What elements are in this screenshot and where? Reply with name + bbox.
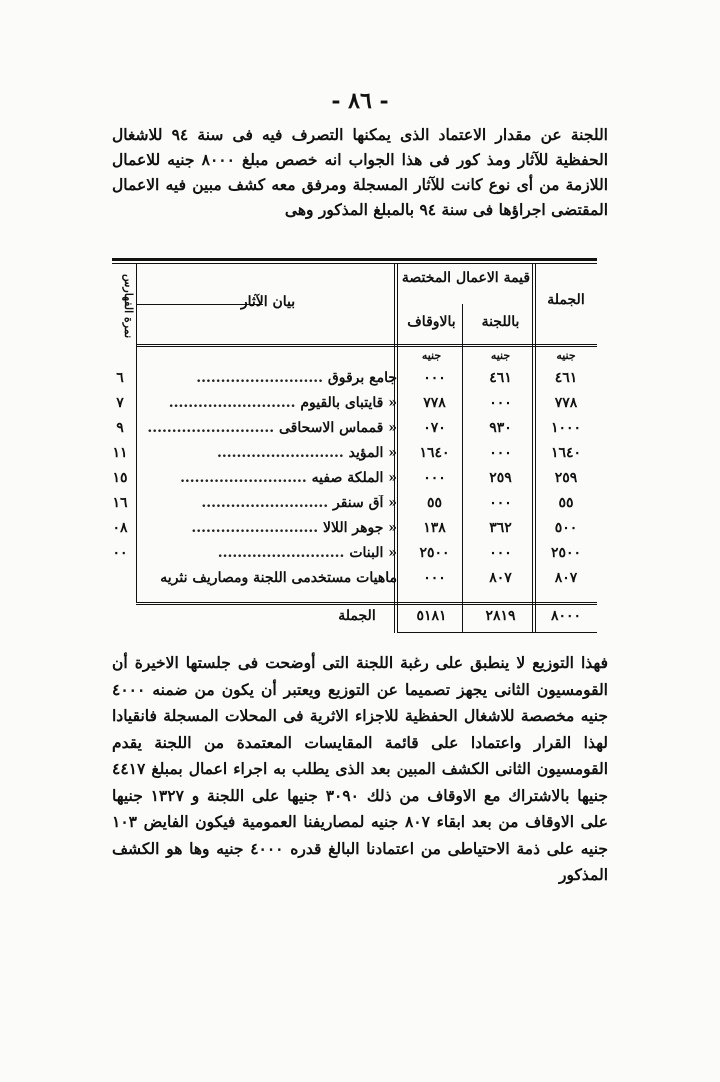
- table-row: [112, 420, 597, 444]
- table-row: [112, 520, 597, 544]
- table-row: [112, 545, 597, 569]
- cell-name: [139, 470, 397, 486]
- header-lajna: باللجنة: [481, 314, 520, 330]
- cell-number: ٠٠: [112, 545, 128, 561]
- cell-number: ٩: [116, 420, 124, 436]
- table-row: [112, 495, 597, 519]
- leader-dots: ..........................: [201, 495, 333, 511]
- cell-lajna: ٠٠٠: [489, 395, 512, 411]
- cell-lajna: ٠٠٠: [489, 495, 512, 511]
- cell-total: ٢٥٩: [554, 470, 578, 486]
- cell-lajna: ٣٦٢: [489, 520, 512, 536]
- total-value: ٨٠٠٠: [550, 608, 582, 624]
- cell-name: [139, 545, 397, 561]
- works-table: [112, 258, 597, 633]
- cell-total: ٨٠٧: [554, 570, 578, 586]
- cell-lajna: ٤٦١: [489, 370, 512, 386]
- cell-lajna: ٠٠٠: [489, 445, 512, 461]
- cell-total: ١٠٠٠: [550, 420, 582, 436]
- cell-name: [139, 395, 397, 411]
- cell-number: ١٥: [112, 470, 128, 486]
- unit-awqaf: جنيه: [421, 349, 442, 362]
- cell-awqaf: ٥٥: [426, 495, 443, 511]
- header-number: نمرة الفهارس: [122, 273, 135, 339]
- name-text: « قايتباى بالقيوم: [300, 395, 397, 411]
- cell-awqaf: ٢٥٠٠: [419, 545, 450, 561]
- cell-name: [139, 495, 397, 511]
- header-total: الجملة: [547, 292, 585, 308]
- unit-total: جنيه: [556, 349, 576, 362]
- cell-awqaf: ٠٧٠: [423, 420, 446, 436]
- total-label: الجملة: [338, 608, 376, 624]
- cell-number: ٠٨: [112, 520, 128, 536]
- cell-lajna: ٢٥٩: [489, 470, 512, 486]
- cell-awqaf: ٠٠٠: [423, 570, 446, 586]
- name-text: « جوهر اللالا: [323, 520, 397, 536]
- cell-awqaf: ٧٧٨: [423, 395, 446, 411]
- closing-paragraph: [112, 650, 608, 889]
- name-text: « قمماس الاسحاقى: [278, 420, 397, 436]
- cell-name: [139, 370, 397, 386]
- name-text: « آق سنقر: [332, 495, 397, 511]
- cell-lajna: ٨٠٧: [489, 570, 512, 586]
- cell-name: [139, 445, 397, 461]
- cell-number: ٦: [116, 370, 124, 386]
- table-row: [112, 395, 597, 419]
- table-row: [112, 470, 597, 494]
- leader-dots: ..........................: [147, 420, 279, 436]
- cell-number: ٧: [116, 395, 124, 411]
- header-name: بيان الآثار: [240, 294, 296, 310]
- leader-dots: ..........................: [191, 520, 323, 536]
- cell-lajna: ٠٠٠: [489, 545, 512, 561]
- cell-name: [139, 420, 397, 436]
- table-row: [112, 370, 597, 394]
- cell-total: ٧٧٨: [554, 395, 578, 411]
- cell-name: ماهيات مستخدمى اللجنة ومصاريف نثريه: [160, 570, 397, 586]
- cell-awqaf: ٠٠٠: [423, 370, 446, 386]
- intro-text: اللجنة عن مقدار الاعتماد الذى يمكنها التصرف فيه فى سنة ٩٤ للاشغال الحفظية للآثار ومذ كور فى هذا الجواب انه خصص مبلغ ٨٠٠٠ جنيه للاعمال اللازمة من أى نوع كانت للآثار المسجلة ومرفق معه كشف مبين فيه الاعمال المقتضى اجراؤها فى سنة ٩٤ بالمبلغ المذكور وهى: [112, 125, 608, 219]
- cell-total: ٤٦١: [554, 370, 578, 386]
- name-text: « المؤيد: [348, 445, 397, 461]
- table-row: [112, 445, 597, 469]
- cell-awqaf: ١٣٨: [423, 520, 446, 536]
- name-text: « الملكة صفيه: [311, 470, 397, 486]
- header-awqaf: بالاوقاف: [407, 314, 456, 330]
- total-lajna: ٢٨١٩: [485, 608, 516, 624]
- leader-dots: ..........................: [180, 470, 312, 486]
- cell-lajna: ٩٣٠: [489, 420, 512, 436]
- cell-total: ١٦٤٠: [550, 445, 582, 461]
- cell-total: ٢٥٠٠: [550, 545, 582, 561]
- cell-awqaf: ١٦٤٠: [419, 445, 450, 461]
- header-value-group: قيمة الاعمال المختصة: [401, 270, 531, 286]
- name-text: جامع برقوق: [327, 370, 397, 386]
- cell-number: ١٦: [112, 495, 128, 511]
- name-text: « البنات: [349, 545, 397, 561]
- cell-total: ٥٥: [558, 495, 574, 511]
- total-awqaf: ٥١٨١: [416, 608, 447, 624]
- leader-dots: ..........................: [168, 395, 301, 411]
- closing-text: فهذا التوزيع لا ينطبق على رغبة اللجنة التى أوضحت فى جلستها الاخيرة أن القومسيون الثانى يجهز تصميما عن التوزيع ويعتبر أن يكون من ضمنه ٤٠٠٠ جنيه مخصصة للاشغال الحفظية للاجزاء الاثرية فى المحلات المسجلة فانقيادا لهذا القرار واعتمادا على قائمة المقايسات المعتمدة من اللجنة يقدم القومسيون الثانى الكشف المبين بعد الذى يطلب به اجراء اعمال بمبلغ ٤٤١٧ جنيها بالاشتراك مع الاوقاف من ذلك ٣٠٩٠ جنيها على اللجنة و ١٣٢٧ جنيها على الاوقاف من بعد ابقاء ٨٠٧ جنيه لمصاريفنا العمومية فيكون الفايض ١٠٣ جنيه على ذمة الاحتياطى من اعتمادنا البالغ قدره ٤٠٠٠ جنيه وها هو الكشف المذكور: [112, 653, 608, 884]
- table-row: [112, 570, 597, 594]
- leader-dots: ..........................: [217, 545, 350, 561]
- cell-name: [139, 520, 397, 536]
- unit-lajna: جنيه: [490, 349, 511, 362]
- leader-dots: ..........................: [196, 370, 328, 386]
- page-number: - ٨٦ -: [331, 88, 389, 114]
- cell-total: ٥٠٠: [554, 520, 578, 536]
- cell-number: ١١: [112, 445, 128, 461]
- intro-paragraph: [112, 122, 608, 222]
- cell-awqaf: ٠٠٠: [423, 470, 446, 486]
- leader-dots: ..........................: [217, 445, 349, 461]
